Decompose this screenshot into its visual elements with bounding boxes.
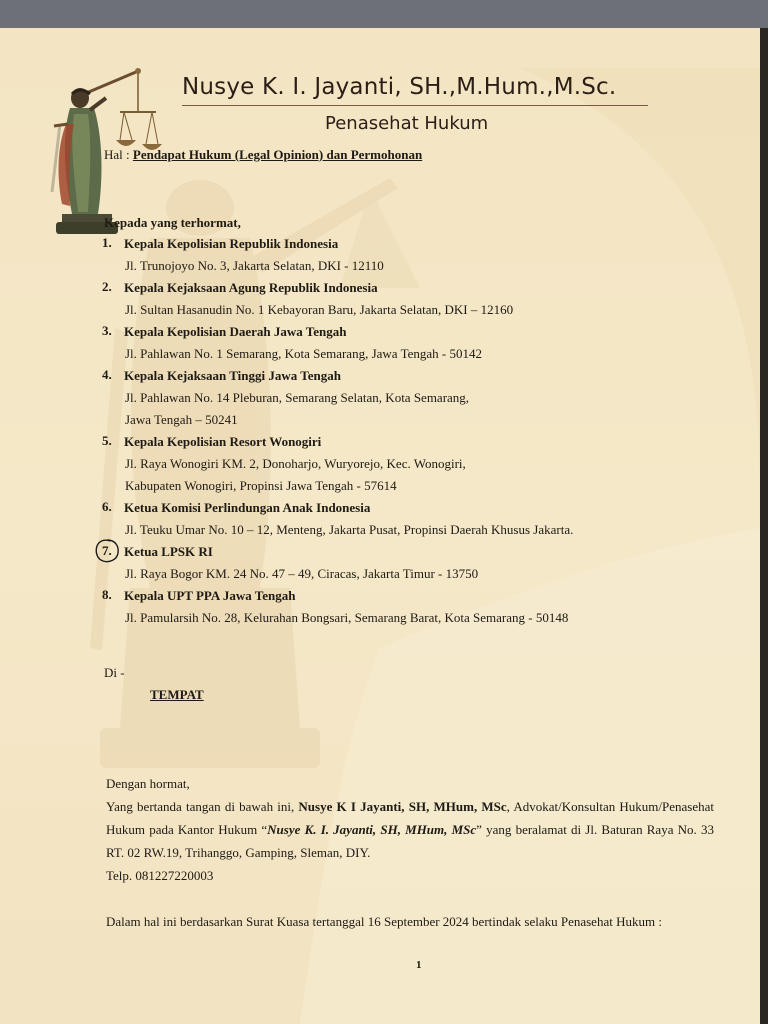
recipient-number: 3. <box>102 323 112 338</box>
recipient-number: 6. <box>102 499 112 514</box>
scan-right-edge <box>760 28 768 1024</box>
intro-text-b: , Advokat/Konsultan Hukum/Penasehat Hukum pada Kantor Hukum “ <box>106 799 715 837</box>
destination-place: TEMPAT <box>150 687 204 702</box>
recipient-address: Jl. Teuku Umar No. 10 – 12, Menteng, Jakarta Pusat, Propinsi Daerah Khusus Jakarta. <box>125 522 574 537</box>
recipient-number: 4. <box>102 367 112 382</box>
salutation: Kepada yang terhormat, <box>104 215 241 230</box>
recipient-item <box>100 587 700 631</box>
recipient-address: Jl. Raya Bogor KM. 24 No. 47 – 49, Ciracas, Jakarta Timur - 13750 <box>125 566 479 581</box>
recipient-address: Jl. Pamularsih No. 28, Kelurahan Bongsari, Semarang Barat, Kota Semarang - 50148 <box>125 610 569 625</box>
intro-text-c: ” yang beralamat di Jl. Baturan Raya No. 33 RT. 02 RW.19, Trihanggo, Gamping, Sleman, DIY. <box>106 822 714 860</box>
recipient-number: 7. <box>102 543 112 558</box>
recipient-number: 1. <box>102 235 112 250</box>
page-number: 1 <box>416 959 422 971</box>
recipient-item <box>100 433 700 499</box>
letter-body <box>106 772 714 933</box>
subject-value: Pendapat Hukum (Legal Opinion) dan Permohonan <box>132 147 423 162</box>
recipient-address: Jawa Tengah – 50241 <box>125 412 238 427</box>
attorney-name: Nusye K I Jayanti, SH, MHum, MSc <box>298 799 507 814</box>
destination-label: Di - <box>104 665 125 680</box>
recipient-number: 5. <box>102 433 112 448</box>
intro-paragraph <box>106 795 714 864</box>
recipient-item <box>100 367 700 433</box>
recipient-address: Kabupaten Wonogiri, Propinsi Jawa Tengah - 57614 <box>125 478 397 493</box>
recipient-title: Kepala Kejaksaan Tinggi Jawa Tengah <box>124 368 341 383</box>
recipient-title: Kepala Kejaksaan Agung Republik Indonesia <box>124 280 378 295</box>
office-name: Nusye K. I. Jayanti, SH, MHum, MSc <box>267 822 477 837</box>
letter-page <box>0 28 760 1024</box>
recipient-address: Jl. Pahlawan No. 1 Semarang, Kota Semarang, Jawa Tengah - 50142 <box>125 346 482 361</box>
phone-line: Telp. 081227220003 <box>106 868 214 883</box>
recipient-list <box>100 235 700 631</box>
greeting: Dengan hormat, <box>106 776 190 791</box>
recipient-title: Kepala Kepolisian Daerah Jawa Tengah <box>124 324 347 339</box>
recipient-title: Ketua LPSK RI <box>124 544 213 559</box>
recipient-title: Kepala Kepolisian Resort Wonogiri <box>124 434 322 449</box>
recipient-item <box>100 235 700 279</box>
recipient-title: Ketua Komisi Perlindungan Anak Indonesia <box>124 500 371 515</box>
recipient-address: Jl. Pahlawan No. 14 Pleburan, Semarang Selatan, Kota Semarang, <box>125 390 470 405</box>
scan-top-border <box>0 0 768 28</box>
subject-label: Hal : <box>104 147 133 162</box>
recipient-item <box>100 279 700 323</box>
recipient-title: Kepala Kepolisian Republik Indonesia <box>124 236 339 251</box>
recipient-item <box>100 543 700 587</box>
subject-line <box>104 147 422 163</box>
recipient-number: 2. <box>102 279 112 294</box>
mandate-paragraph: Dalam hal ini berdasarkan Surat Kuasa tertanggal 16 September 2024 bertindak selaku Penasehat Hukum : <box>106 914 662 929</box>
letterhead-title: Penasehat Hukum <box>325 113 489 134</box>
letterhead-divider <box>182 105 648 106</box>
recipient-address: Jl. Raya Wonogiri KM. 2, Donoharjo, Wuryorejo, Kec. Wonogiri, <box>125 456 466 471</box>
recipient-item <box>100 499 700 543</box>
letterhead-name: Nusye K. I. Jayanti, SH.,M.Hum.,M.Sc. <box>182 74 617 100</box>
recipient-address: Jl. Trunojoyo No. 3, Jakarta Selatan, DKI - 12110 <box>125 258 384 273</box>
intro-text-a: Yang bertanda tangan di bawah ini, <box>106 799 299 814</box>
recipient-number: 8. <box>102 587 112 602</box>
recipient-title: Kepala UPT PPA Jawa Tengah <box>124 588 296 603</box>
recipient-item <box>100 323 700 367</box>
recipient-address: Jl. Sultan Hasanudin No. 1 Kebayoran Baru, Jakarta Selatan, DKI – 12160 <box>125 302 514 317</box>
